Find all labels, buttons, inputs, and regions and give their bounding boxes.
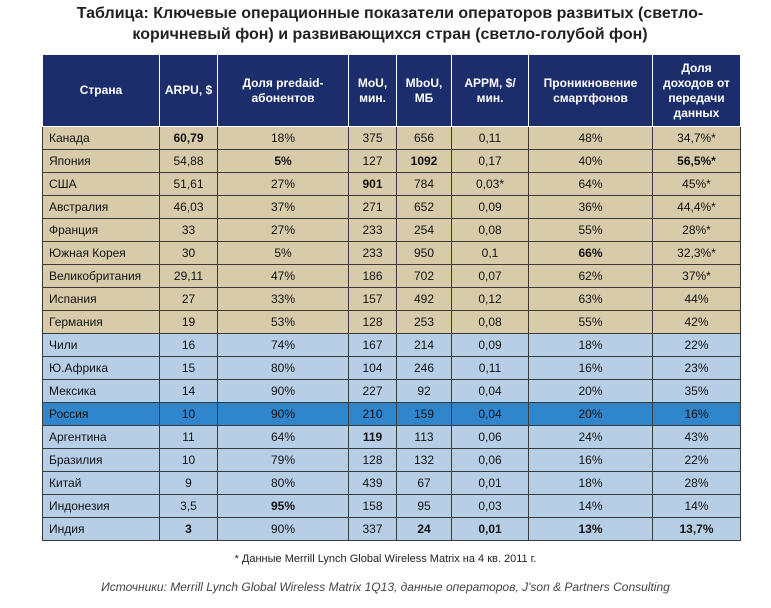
value-cell: 95% [218,495,349,518]
country-cell: Южная Корея [43,242,160,265]
value-cell: 24 [397,518,452,541]
value-cell: 5% [218,150,349,173]
value-cell: 95 [397,495,452,518]
value-cell: 20% [529,403,653,426]
value-cell: 13% [529,518,653,541]
value-cell: 3,5 [160,495,218,518]
value-cell: 132 [397,449,452,472]
value-cell: 246 [397,357,452,380]
value-cell: 33% [218,288,349,311]
value-cell: 128 [349,449,397,472]
value-cell: 159 [397,403,452,426]
value-cell: 11 [160,426,218,449]
value-cell: 113 [397,426,452,449]
value-cell: 10 [160,403,218,426]
value-cell: 214 [397,334,452,357]
column-header-data-revenue-share: Доля доходов от передачи данных [653,55,741,127]
value-cell: 167 [349,334,397,357]
value-cell: 0,08 [452,311,529,334]
country-cell: Испания [43,288,160,311]
country-cell: Мексика [43,380,160,403]
value-cell: 3 [160,518,218,541]
value-cell: 37% [218,196,349,219]
country-cell: Бразилия [43,449,160,472]
metrics-table [42,54,741,541]
column-header-appm: APPM, $/мин. [452,55,529,127]
country-cell: Индия [43,518,160,541]
value-cell: 784 [397,173,452,196]
table-row [43,495,741,518]
value-cell: 702 [397,265,452,288]
value-cell: 64% [218,426,349,449]
country-cell: Германия [43,311,160,334]
value-cell: 0,07 [452,265,529,288]
value-cell: 45%* [653,173,741,196]
value-cell: 0,03* [452,173,529,196]
value-cell: 9 [160,472,218,495]
value-cell: 74% [218,334,349,357]
table-row [43,242,741,265]
value-cell: 90% [218,380,349,403]
value-cell: 337 [349,518,397,541]
value-cell: 27 [160,288,218,311]
value-cell: 16% [529,449,653,472]
value-cell: 92 [397,380,452,403]
value-cell: 439 [349,472,397,495]
value-cell: 652 [397,196,452,219]
value-cell: 90% [218,403,349,426]
column-header-mbou: MboU, МБ [397,55,452,127]
value-cell: 19 [160,311,218,334]
value-cell: 16% [653,403,741,426]
table-row [43,127,741,150]
footnote: * Данные Merrill Lynch Global Wireless Matrix на 4 кв. 2011 г. [234,553,537,565]
sources-note: Источники: Merrill Lynch Global Wireless Matrix 1Q13, данные операторов, J'son & Partners Consulting [101,580,670,594]
value-cell: 35% [653,380,741,403]
value-cell: 1092 [397,150,452,173]
value-cell: 56,5%* [653,150,741,173]
value-cell: 62% [529,265,653,288]
value-cell: 0,11 [452,127,529,150]
value-cell: 34,7%* [653,127,741,150]
column-header-mou: MoU, мин. [349,55,397,127]
table-row [43,311,741,334]
table-row [43,219,741,242]
value-cell: 55% [529,311,653,334]
table-row [43,472,741,495]
table-row [43,403,741,426]
value-cell: 0,11 [452,357,529,380]
value-cell: 16% [529,357,653,380]
value-cell: 42% [653,311,741,334]
value-cell: 63% [529,288,653,311]
value-cell: 24% [529,426,653,449]
value-cell: 18% [218,127,349,150]
table-row [43,518,741,541]
column-header-smartphone-penetration: Проникновение смартфонов [529,55,653,127]
value-cell: 5% [218,242,349,265]
value-cell: 375 [349,127,397,150]
value-cell: 33 [160,219,218,242]
column-header-prepaid-share: Доля predaid-абонентов [218,55,349,127]
value-cell: 28% [653,472,741,495]
value-cell: 22% [653,334,741,357]
value-cell: 23% [653,357,741,380]
value-cell: 253 [397,311,452,334]
value-cell: 0,01 [452,472,529,495]
table-title: Таблица: Ключевые операционные показатели операторов развитых (светло-коричневый фон) и развивающихся стран (светло-голубой фон) [76,5,704,43]
value-cell: 67 [397,472,452,495]
value-cell: 0,04 [452,380,529,403]
value-cell: 254 [397,219,452,242]
column-header-country: Страна [43,55,160,127]
value-cell: 0,1 [452,242,529,265]
value-cell: 43% [653,426,741,449]
value-cell: 0,06 [452,426,529,449]
value-cell: 656 [397,127,452,150]
country-cell: Франция [43,219,160,242]
value-cell: 0,08 [452,219,529,242]
value-cell: 0,12 [452,288,529,311]
value-cell: 64% [529,173,653,196]
table-row [43,150,741,173]
table-row [43,380,741,403]
value-cell: 14 [160,380,218,403]
value-cell: 210 [349,403,397,426]
value-cell: 15 [160,357,218,380]
value-cell: 80% [218,357,349,380]
value-cell: 54,88 [160,150,218,173]
value-cell: 14% [529,495,653,518]
value-cell: 51,61 [160,173,218,196]
country-cell: Аргентина [43,426,160,449]
table-body [43,127,741,541]
table-row [43,288,741,311]
value-cell: 20% [529,380,653,403]
country-cell: Япония [43,150,160,173]
value-cell: 27% [218,219,349,242]
value-cell: 158 [349,495,397,518]
table-container [42,54,741,541]
value-cell: 0,01 [452,518,529,541]
value-cell: 901 [349,173,397,196]
value-cell: 40% [529,150,653,173]
value-cell: 271 [349,196,397,219]
value-cell: 492 [397,288,452,311]
value-cell: 127 [349,150,397,173]
value-cell: 22% [653,449,741,472]
country-cell: Чили [43,334,160,357]
value-cell: 0,06 [452,449,529,472]
table-row [43,449,741,472]
value-cell: 16 [160,334,218,357]
value-cell: 0,03 [452,495,529,518]
table-row [43,265,741,288]
country-cell: США [43,173,160,196]
table-row [43,196,741,219]
value-cell: 36% [529,196,653,219]
value-cell: 46,03 [160,196,218,219]
value-cell: 14% [653,495,741,518]
value-cell: 37%* [653,265,741,288]
country-cell: Ю.Африка [43,357,160,380]
value-cell: 186 [349,265,397,288]
country-cell: Индонезия [43,495,160,518]
value-cell: 29,11 [160,265,218,288]
value-cell: 10 [160,449,218,472]
value-cell: 233 [349,219,397,242]
value-cell: 66% [529,242,653,265]
value-cell: 79% [218,449,349,472]
table-row [43,334,741,357]
value-cell: 233 [349,242,397,265]
value-cell: 0,09 [452,334,529,357]
country-cell: Китай [43,472,160,495]
value-cell: 18% [529,472,653,495]
table-row [43,173,741,196]
value-cell: 119 [349,426,397,449]
value-cell: 227 [349,380,397,403]
table-row [43,426,741,449]
value-cell: 950 [397,242,452,265]
value-cell: 128 [349,311,397,334]
country-cell: Великобритания [43,265,160,288]
value-cell: 80% [218,472,349,495]
value-cell: 157 [349,288,397,311]
value-cell: 60,79 [160,127,218,150]
value-cell: 13,7% [653,518,741,541]
column-header-arpu: ARPU, $ [160,55,218,127]
table-row [43,357,741,380]
value-cell: 55% [529,219,653,242]
value-cell: 18% [529,334,653,357]
value-cell: 30 [160,242,218,265]
header-row [43,55,741,127]
value-cell: 44,4%* [653,196,741,219]
value-cell: 48% [529,127,653,150]
value-cell: 28%* [653,219,741,242]
value-cell: 53% [218,311,349,334]
value-cell: 90% [218,518,349,541]
value-cell: 27% [218,173,349,196]
country-cell: Австралия [43,196,160,219]
value-cell: 0,17 [452,150,529,173]
country-cell: Россия [43,403,160,426]
country-cell: Канада [43,127,160,150]
value-cell: 104 [349,357,397,380]
value-cell: 0,04 [452,403,529,426]
value-cell: 44% [653,288,741,311]
value-cell: 32,3%* [653,242,741,265]
value-cell: 47% [218,265,349,288]
value-cell: 0,09 [452,196,529,219]
